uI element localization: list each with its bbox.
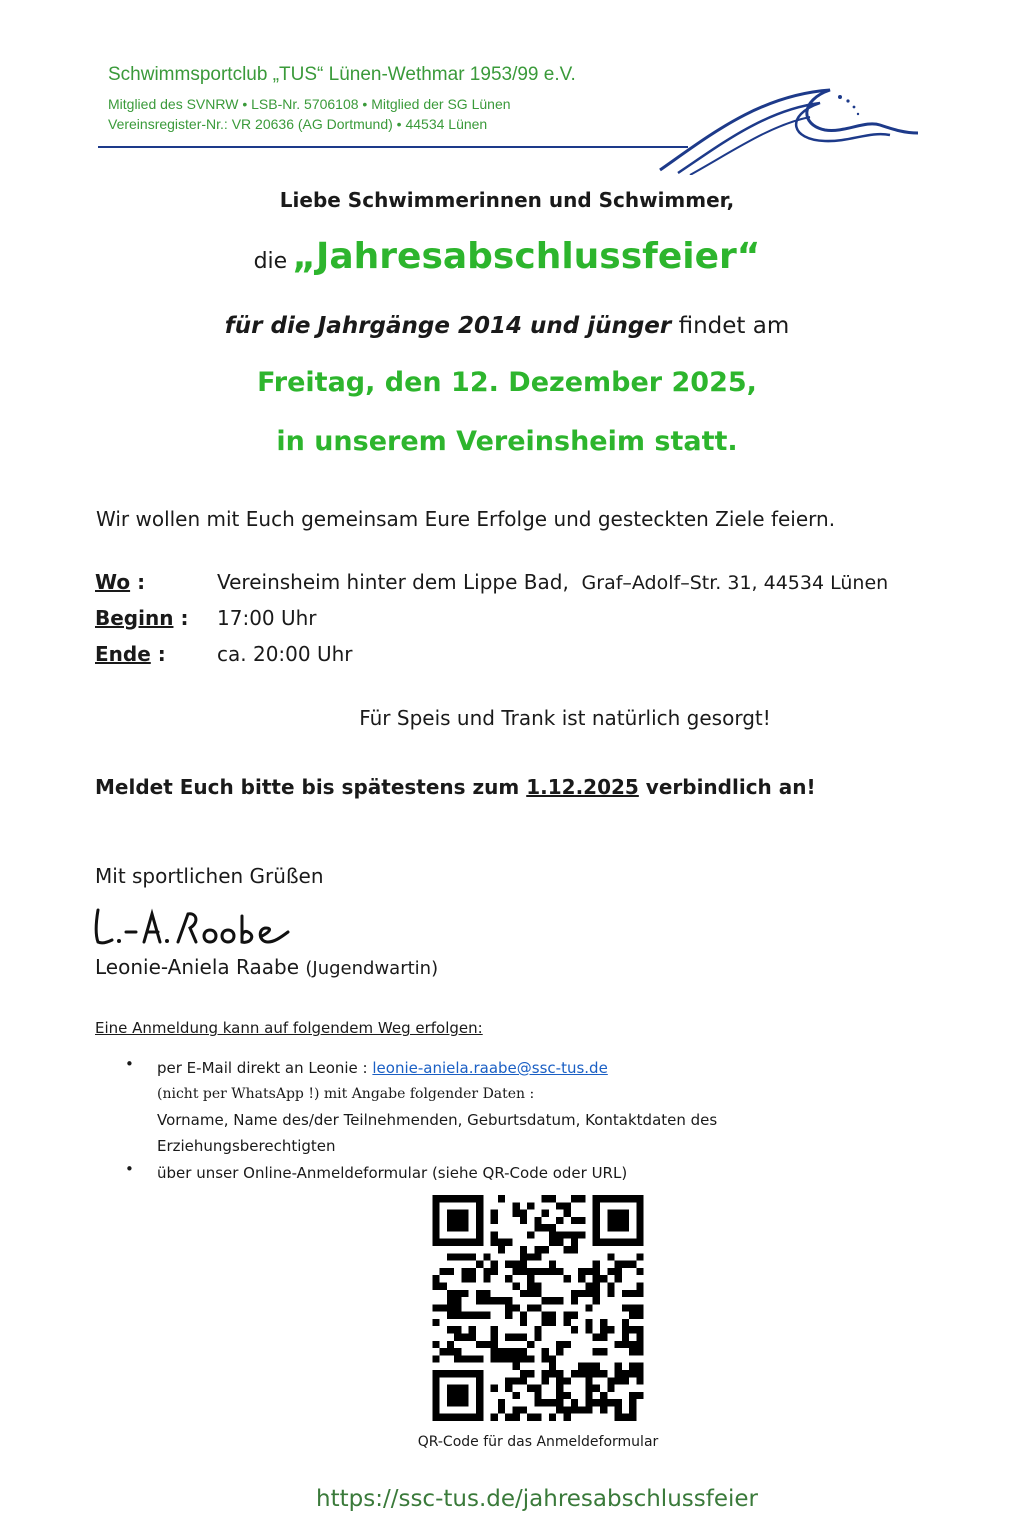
wave-logo-icon <box>650 75 920 175</box>
event-date: Freitag, den 12. Dezember 2025, <box>257 367 757 398</box>
qr-code[interactable] <box>432 1195 644 1421</box>
title-prefix: die <box>253 249 288 274</box>
food-note: Für Speis und Trank ist natürlich gesorgt! <box>359 706 771 730</box>
bullet-icon: • <box>125 1055 134 1073</box>
qr-caption: QR-Code für das Anmeldeformular <box>417 1434 659 1450</box>
email-link[interactable]: leonie-aniela.raabe@ssc-tus.de <box>372 1059 608 1077</box>
event-venue-line: in unserem Vereinsheim statt. <box>276 426 738 457</box>
wo-label: Wo : <box>95 570 146 594</box>
intro-text: Wir wollen mit Euch gemeinsam Eure Erfolge und gesteckten Ziele feiern. <box>96 507 836 531</box>
header-divider <box>98 146 688 148</box>
registration-heading: Eine Anmeldung kann auf folgendem Weg erfolgen: <box>95 1019 483 1037</box>
ende-value: ca. 20:00 Uhr <box>217 642 353 666</box>
bullet-icon: • <box>125 1160 134 1178</box>
author-role: (Jugendwartin) <box>305 958 439 979</box>
registration-email-note: (nicht per WhatsApp !) mit Angabe folgender Daten : <box>157 1086 535 1102</box>
age-group-line <box>0 313 1014 339</box>
registration-fields-2: Erziehungsberechtigten <box>157 1137 336 1155</box>
club-name: Schwimmsportclub „TUS“ Lünen-Wethmar 1953/99 e.V. <box>108 64 576 85</box>
wo-value: Vereinsheim hinter dem Lippe Bad, Graf–Adolf–Str. 31, 44534 Lünen <box>217 570 889 594</box>
age-group-years: Jahrgänge 2014 und jünger <box>317 313 672 339</box>
registration-url-link[interactable]: https://ssc-tus.de/jahresabschlussfeier <box>316 1486 758 1512</box>
registration-online-item: über unser Online-Anmeldeformular (siehe QR-Code oder URL) <box>157 1164 628 1182</box>
author-name: Leonie-Aniela Raabe (Jugendwartin) <box>95 955 439 979</box>
registration-fields-1: Vorname, Name des/der Teilnehmenden, Geburtsdatum, Kontaktdaten des <box>157 1111 718 1129</box>
event-title <box>0 236 1014 277</box>
beginn-value: 17:00 Uhr <box>217 606 317 630</box>
registration-deadline: Meldet Euch bitte bis spätestens zum 1.12.2025 verbindlich an! <box>95 775 816 799</box>
age-group-italic: für die <box>224 313 311 339</box>
registration-email-item: per E-Mail direkt an Leonie : leonie-aniela.raabe@ssc-tus.de <box>157 1059 608 1077</box>
wo-address: Graf–Adolf–Str. 31, 44534 Lünen <box>581 572 889 594</box>
signature <box>92 902 292 952</box>
beginn-label: Beginn : <box>95 606 189 630</box>
greeting: Liebe Schwimmerinnen und Schwimmer, <box>279 188 735 212</box>
age-group-rest: findet am <box>678 313 790 339</box>
club-membership-line: Mitglied des SVNRW • LSB-Nr. 5706108 • Mitglied der SG Lünen <box>108 96 511 112</box>
title-main: „Jahresabschlussfeier“ <box>292 236 761 277</box>
ende-label: Ende : <box>95 642 166 666</box>
club-register-line: Vereinsregister-Nr.: VR 20636 (AG Dortmund) • 44534 Lünen <box>108 116 488 132</box>
closing-regards: Mit sportlichen Grüßen <box>95 864 324 888</box>
deadline-date: 1.12.2025 <box>526 775 639 799</box>
